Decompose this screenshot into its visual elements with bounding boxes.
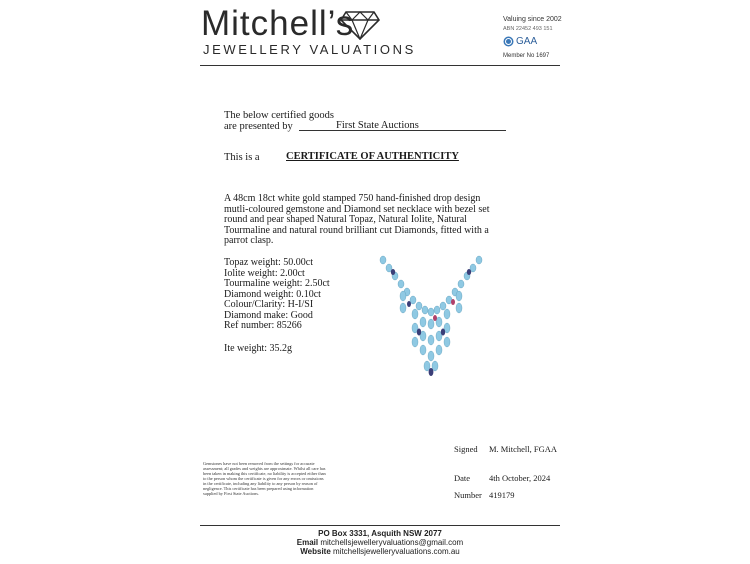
brand-name: Mitchell’s — [201, 4, 355, 43]
number-value: 419179 — [489, 490, 515, 500]
signed-value: M. Mitchell, FGAA — [489, 444, 557, 454]
date-label: Date — [454, 473, 471, 483]
signed-label: Signed — [454, 444, 478, 454]
website-label: Website — [300, 547, 331, 556]
footer-website — [200, 547, 560, 556]
disclaimer-text: Gemstones have not been removed from the settings for accurate assessment; all grades and weights are approximate. Whilst all care has been taken in making this certificate, no liability is accepted either than to the person whom the certificate is given for any errors or omissions in the certificate, including any liability to any person by reason of negligence. This certificate has been prepared using information supplied by First State Auctions. — [203, 461, 326, 496]
item-description: A 48cm 18ct white gold stamped 750 hand-finished drop design mutli-coloured gemstone and Diamond set necklace with bezel set round and pear shaped Natural Topaz, Natural Iolite, Natural Tourmaline and natural round brilliant cut Diamonds, fitted with a parrot clasp. — [224, 193, 490, 246]
member-number: Member No 1697 — [503, 53, 550, 59]
certificate-title: CERTIFICATE OF AUTHENTICITY — [286, 151, 459, 162]
intro-line-2: are presented by — [224, 121, 293, 132]
footer-email — [200, 538, 560, 547]
necklace-photo — [375, 248, 487, 380]
item-weight: Ite weight: 35.2g — [224, 343, 293, 354]
number-label: Number — [454, 490, 482, 500]
field-diamond-weight: Diamond weight: 0.10ct — [224, 288, 321, 300]
intro-line-1: The below certified goods — [224, 110, 334, 121]
date-value: 4th October, 2024 — [489, 473, 551, 483]
gaa-label: GAA — [516, 36, 538, 47]
brand-tagline: JEWELLERY VALUATIONS — [203, 42, 416, 57]
footer-divider — [200, 525, 560, 526]
field-ref-number: Ref number: 85266 — [224, 320, 302, 331]
website-link[interactable]: mitchellsjewelleryvaluations.com.au — [333, 547, 460, 556]
gaa-seal-icon — [503, 36, 514, 47]
this-is-a-label: This is a — [224, 152, 260, 163]
field-iolite-weight: Iolite weight: 2.00ct — [224, 267, 305, 279]
email-label: Email — [296, 538, 319, 547]
email-link[interactable]: mitchellsjewelleryvaluations@gmail.com — [320, 538, 464, 547]
field-tourmaline-weight: Tourmaline weight: 2.50ct — [224, 278, 330, 289]
valuing-since: Valuing since 2002 — [503, 16, 562, 23]
field-topaz-weight: Topaz weight: 50.00ct — [224, 257, 313, 268]
presenter-name: First State Auctions — [336, 120, 419, 131]
diamond-logo-icon — [340, 10, 380, 40]
field-colour-clarity: Colour/Clarity: H-I/SI — [224, 299, 314, 310]
gem-details — [224, 258, 330, 332]
footer-address: PO Box 3331, Asquith NSW 2077 — [318, 529, 442, 538]
header-divider — [200, 65, 560, 66]
abn-number: ABN 22452 493 151 — [503, 26, 553, 32]
field-diamond-make: Diamond make: Good — [224, 309, 313, 321]
